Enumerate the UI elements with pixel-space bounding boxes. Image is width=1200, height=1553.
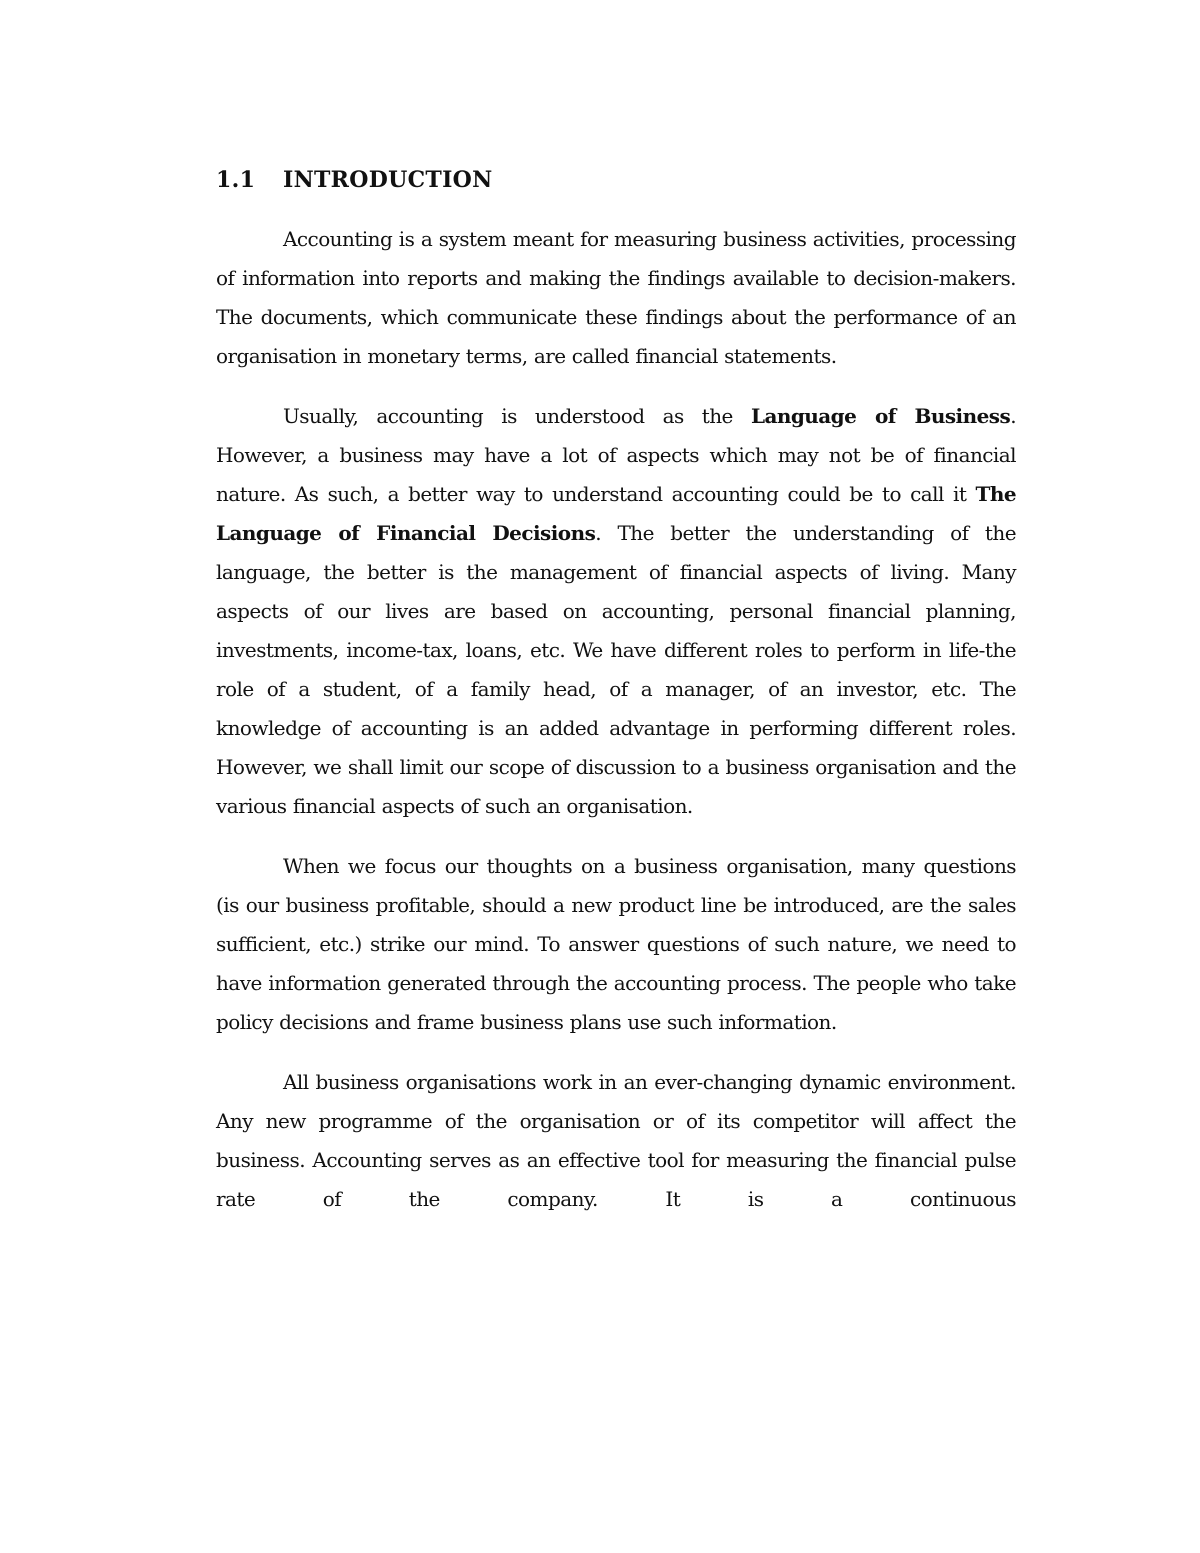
term-language-of-business: Language of Business — [750, 404, 1011, 428]
term-language-of-financial-decisions: The Language of Financial Decisions — [216, 482, 1016, 545]
paragraph-2-mid: . However, a business may have a lot of aspects which may not be of financial nature. As such, a better way to understand accounting could be to call it — [216, 404, 1017, 506]
paragraph-2-post: . The better the understanding of the language, the better is the management of financial aspects of living. Many aspects of our lives are based on accounting, personal financial planning, investments, income-tax, loans, etc. We have different roles to perform in life-the role of a student, of a family head, of a manager, of an investor, etc. The knowledge of accounting is an added advantage in performing different roles. However, we shall limit our scope of discussion to a business organisation and the various financial aspects of such an organisation. — [216, 521, 1016, 818]
section-heading — [216, 160, 1016, 200]
section-number: 1.1 — [216, 167, 256, 193]
section-title: INTRODUCTION — [283, 167, 493, 193]
paragraph-3: When we focus our thoughts on a business organisation, many questions (is our business profitable, should a new product line be introduced, are the sales sufficient, etc.) strike our mind. To answer questions of such nature, we need to have information generated through the accounting process. The people who take policy decisions and frame business plans use such information. — [216, 854, 1016, 1034]
paragraph-1: Accounting is a system meant for measuring business activities, processing of information into reports and making the findings available to decision-makers. The documents, which communicate these findings about the performance of an organisation in monetary terms, are called financial statements. — [216, 227, 1016, 368]
paragraph-2-pre: Usually, accounting is understood as the — [283, 404, 751, 428]
paragraph-2 — [216, 397, 1016, 826]
page-content — [216, 160, 1016, 1240]
paragraph-4: All business organisations work in an ever-changing dynamic environment. Any new programme of the organisation or of its competitor will affect the business. Accounting serves as an effective tool for measuring the financial pulse rate of the company. It is a continuous — [216, 1070, 1016, 1211]
